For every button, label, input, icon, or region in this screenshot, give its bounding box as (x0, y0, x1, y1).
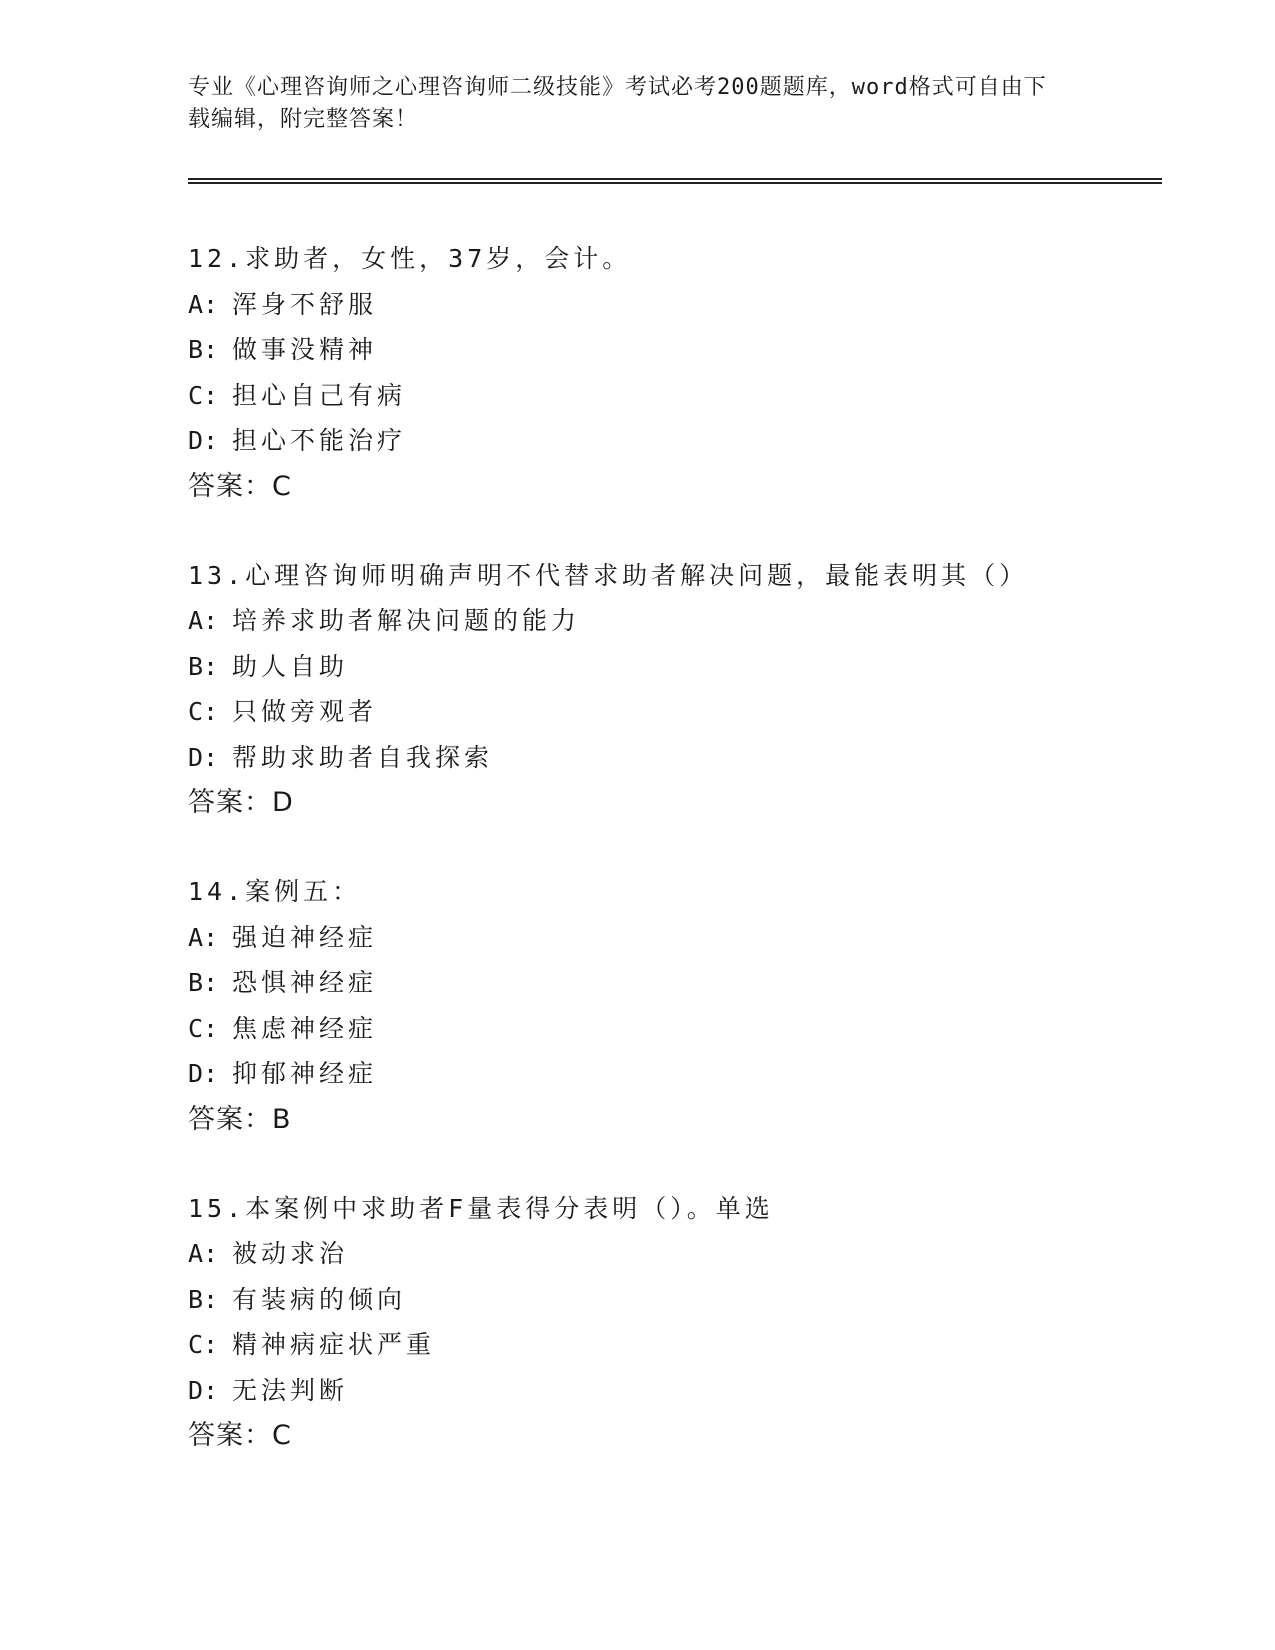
option-d (188, 1051, 1162, 1097)
option-text: 只做旁观者 (232, 697, 378, 726)
option-text: 强迫神经症 (232, 922, 378, 952)
option-text: 做事没精神 (232, 335, 378, 364)
option-text: 担心不能治疗 (232, 426, 407, 455)
option-key: C: (188, 697, 219, 726)
answer-line: 答案：B (188, 1103, 292, 1135)
option-key: B: (188, 1284, 219, 1314)
question-item (188, 553, 1162, 827)
question-stem: 12.求助者，女性，37岁，会计。 (188, 244, 632, 273)
option-c (188, 1006, 1162, 1052)
option-b (188, 960, 1162, 1006)
option-c (188, 373, 1162, 419)
option-d (188, 735, 1162, 781)
option-a (188, 598, 1162, 644)
header-intro-text: 专业《心理咨询师之心理咨询师二级技能》考试必考200题题库，word格式可自由下载编辑，附完整答案！ (188, 75, 1047, 132)
header-double-rule (188, 178, 1162, 184)
question-list (188, 236, 1162, 1502)
answer-line: 答案：C (188, 1420, 292, 1451)
option-key: B: (188, 651, 219, 681)
option-key: B: (188, 335, 219, 364)
option-text: 助人自助 (232, 651, 349, 681)
option-d (188, 418, 1162, 464)
option-d (188, 1368, 1162, 1414)
answer-line: 答案：C (188, 470, 292, 502)
option-b (188, 327, 1162, 373)
option-text: 精神病症状严重 (232, 1330, 436, 1359)
option-key: C: (188, 1013, 219, 1043)
option-text: 无法判断 (232, 1375, 349, 1405)
option-key: A: (188, 1239, 219, 1268)
option-c (188, 689, 1162, 735)
option-a (188, 1231, 1162, 1277)
option-key: D: (188, 1375, 219, 1405)
option-key: D: (188, 742, 219, 772)
option-text: 担心自己有病 (232, 380, 407, 410)
question-stem: 14.案例五： (188, 877, 362, 906)
question-item (188, 1186, 1162, 1460)
option-key: A: (188, 922, 219, 952)
option-text: 焦虑神经症 (232, 1013, 378, 1043)
option-key: A: (188, 606, 219, 635)
option-text: 浑身不舒服 (232, 289, 378, 319)
question-stem: 15.本案例中求助者F量表得分表明（）。单选 (188, 1193, 774, 1223)
option-key: D: (188, 1059, 219, 1088)
document-header (188, 72, 1068, 136)
option-key: B: (188, 968, 219, 997)
option-text: 抑郁神经症 (232, 1059, 378, 1088)
question-stem: 13.心理咨询师明确声明不代替求助者解决问题，最能表明其（） (188, 560, 1029, 590)
option-c (188, 1322, 1162, 1368)
option-text: 有装病的倾向 (232, 1284, 407, 1314)
option-text: 恐惧神经症 (232, 968, 378, 997)
option-b (188, 644, 1162, 690)
option-text: 帮助求助者自我探索 (232, 742, 494, 772)
question-item (188, 236, 1162, 510)
option-b (188, 1277, 1162, 1323)
option-key: C: (188, 380, 219, 410)
option-text: 被动求治 (232, 1239, 349, 1268)
option-key: D: (188, 426, 219, 455)
option-a (188, 282, 1162, 328)
answer-line: 答案：D (188, 787, 294, 818)
question-item (188, 869, 1162, 1143)
option-a (188, 915, 1162, 961)
option-key: A: (188, 289, 219, 319)
option-key: C: (188, 1330, 219, 1359)
option-text: 培养求助者解决问题的能力 (232, 606, 581, 635)
